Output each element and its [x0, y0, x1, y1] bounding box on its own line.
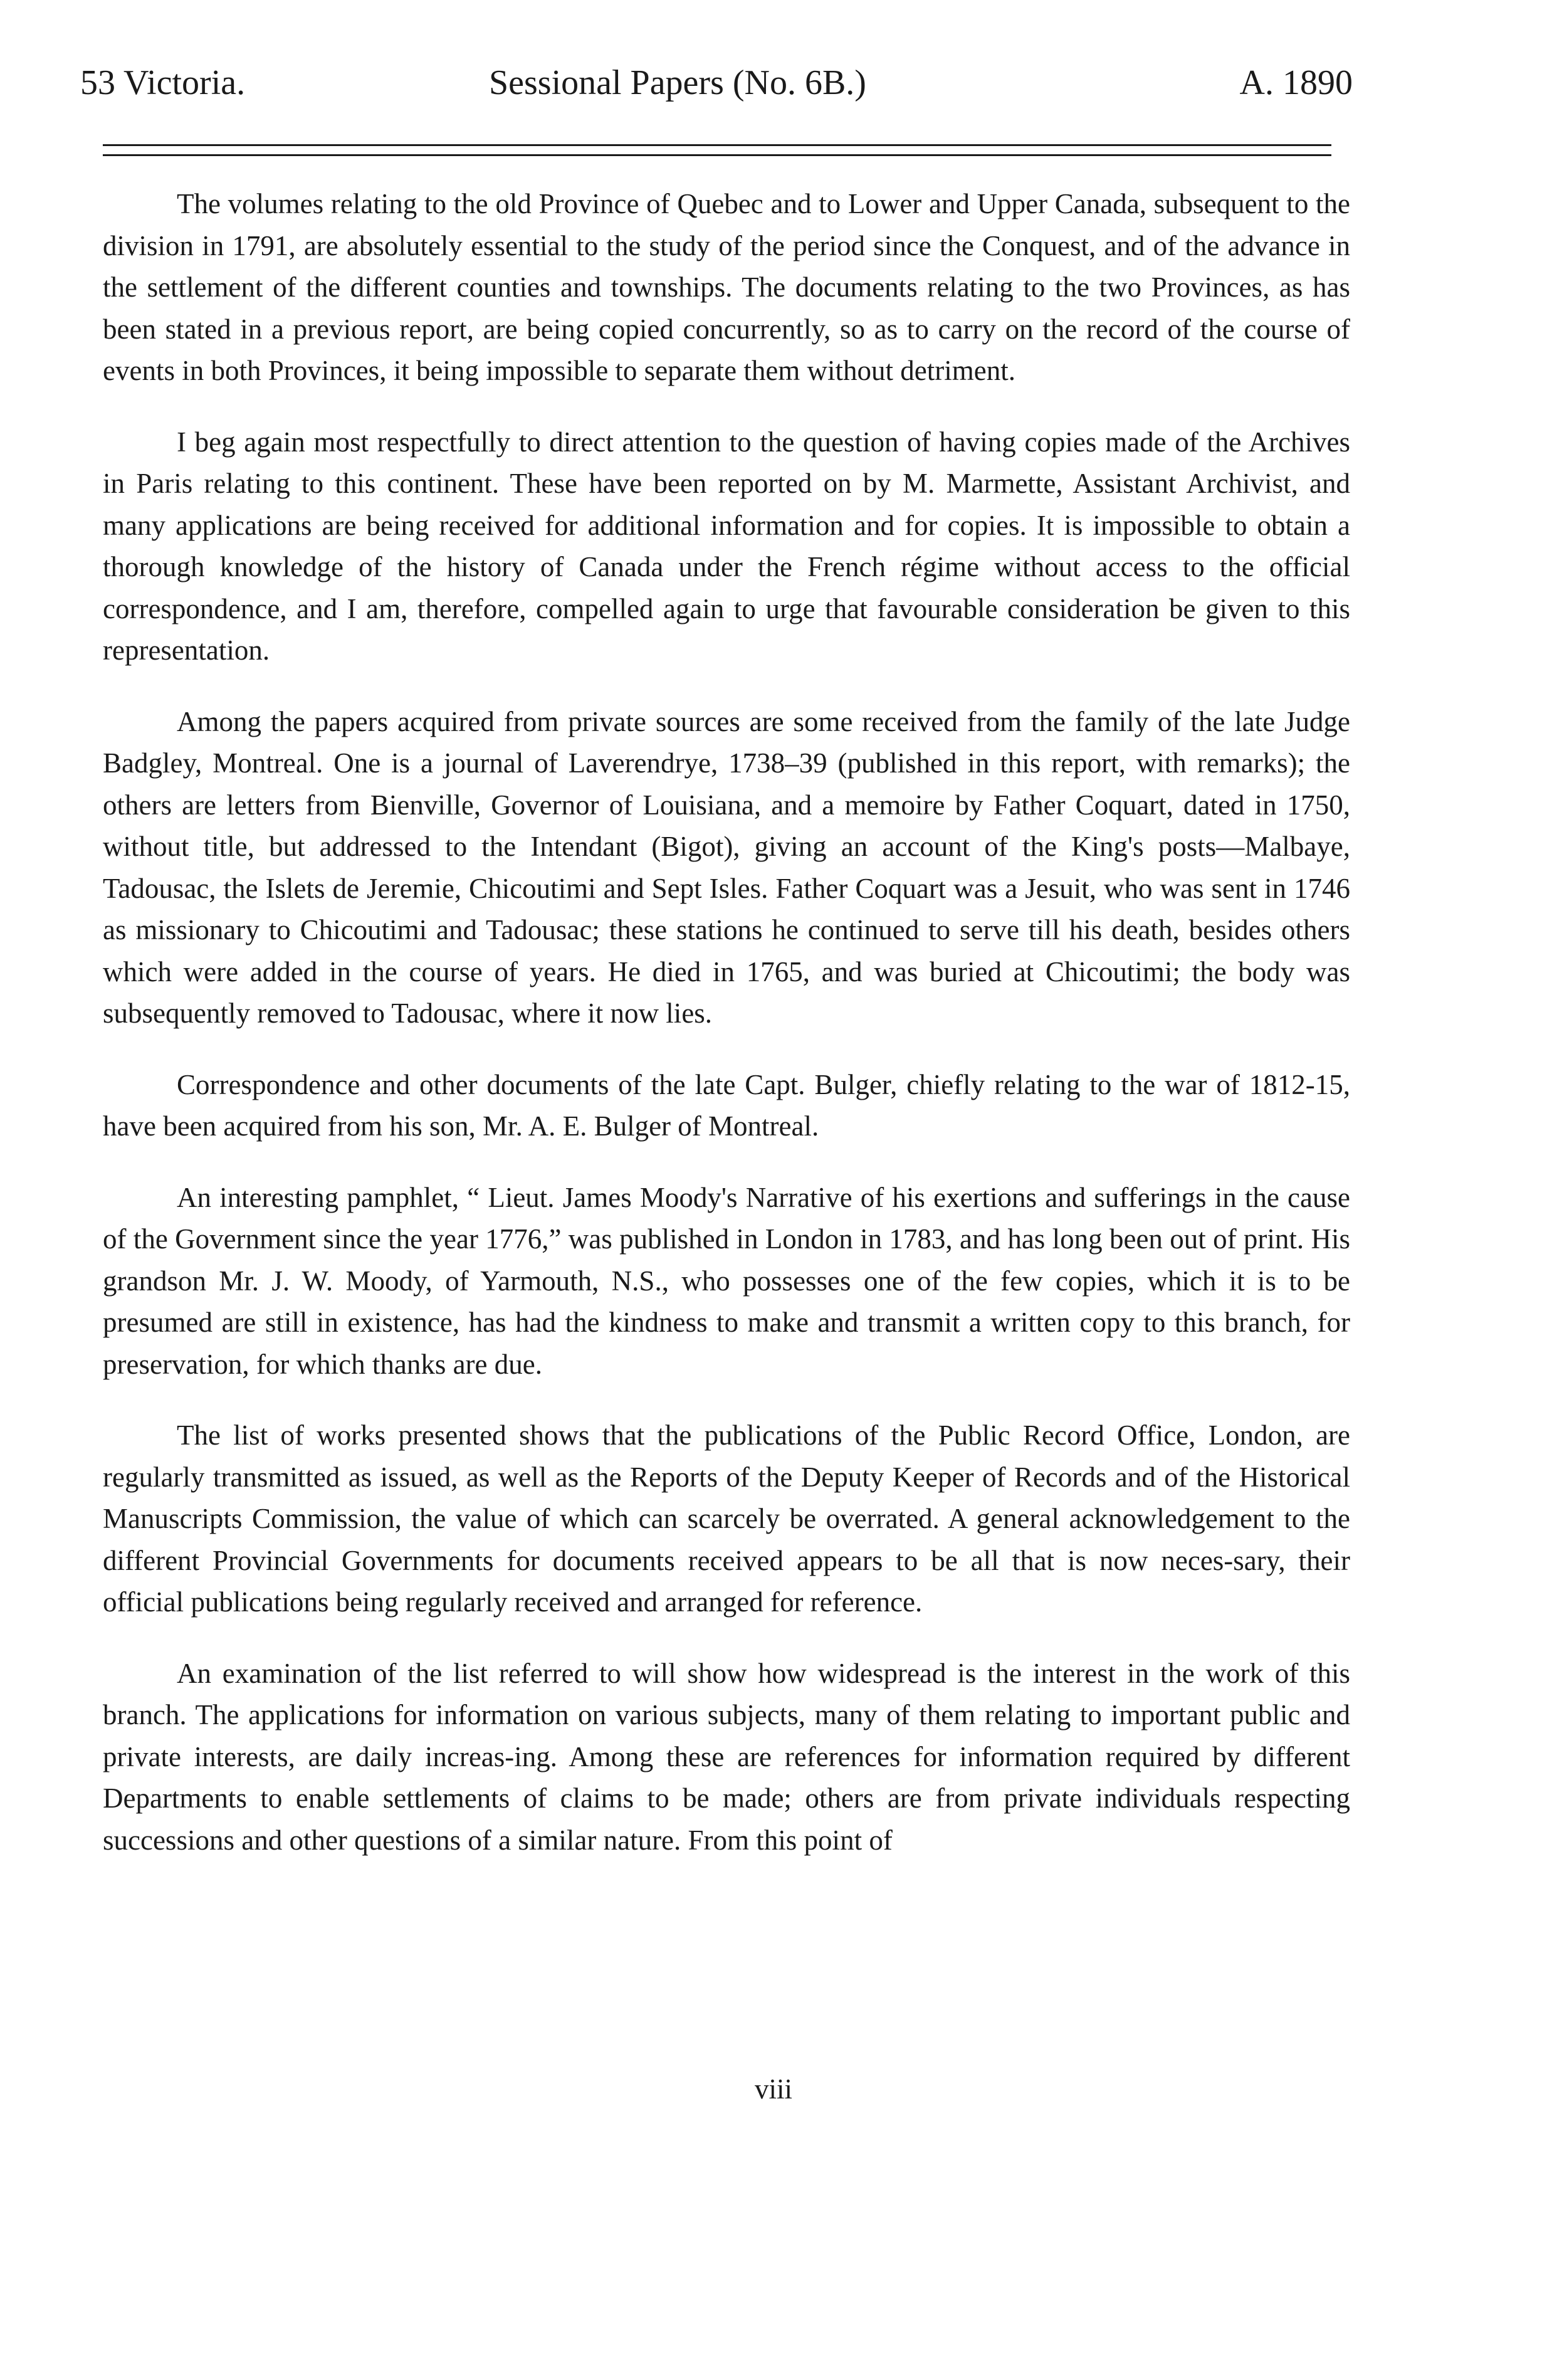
paragraph-5: An interesting pamphlet, “ Lieut. James Moody's Narrative of his exertions and sufferings in the cause of the Government since the year 1776,” was published in London in 1783, and has long been out of print. His grandson Mr. J. W. Moody, of Yarmouth, N.S., who possesses one of the few copies, which it is to be presumed are still in existence, has had the kindness to make and transmit a written copy to this branch, for preservation, for which thanks are due. — [103, 1181, 1350, 1380]
header-rule-bottom — [103, 154, 1331, 156]
paragraph-2: I beg again most respectfully to direct attention to the question of having copies made of the Archives in Paris relating to this continent. These have been reported on by M. Marmette, Assistant Archivist, and many applications are being received for additional information and for copies. It is impossible to obtain a thorough knowledge of the history of Canada under the French régime without access to the official correspondence, and I am, therefore, compelled again to urge that favourable consideration be given to this representation. — [103, 426, 1350, 666]
paragraph-7: An examination of the list referred to will show how widespread is the interest in the work of this branch. The applications for information on various subjects, many of them relating to important public and private interests, are daily increas-ing. Among these are references for information required by different Departments to enable settlements of claims to be made; others are from private individuals respecting successions and other questions of a similar nature. From this point of — [103, 1657, 1350, 1856]
header-year: A. 1890 — [1239, 63, 1353, 102]
header-rule-top — [103, 144, 1331, 146]
paragraph-6: The list of works presented shows that the publications of the Public Record Office, London, are regularly transmitted as issued, as well as the Reports of the Deputy Keeper of Records and of the Historical Manuscripts Commission, the value of which can scarcely be overrated. A general acknowledgement to the different Provincial Governments for documents received appears to be all that is now neces-sary, their official publications being regularly received and arranged for reference. — [103, 1419, 1350, 1618]
header-volume: 53 Victoria. — [80, 63, 246, 102]
header-title: Sessional Papers (No. 6B.) — [489, 63, 866, 102]
running-header — [80, 58, 1353, 108]
page-number: viii — [754, 2073, 792, 2105]
paragraph-1: The volumes relating to the old Province of Quebec and to Lower and Upper Canada, subsequent to the division in 1791, are absolutely essential to the study of the period since the Conquest, and of the advance in the settlement of the different counties and townships. The documents relating to the two Provinces, as has been stated in a previous report, are being copied concurrently, so as to carry on the record of the course of events in both Provinces, it being impossible to separate them without detriment. — [103, 188, 1350, 386]
paragraph-3: Among the papers acquired from private sources are some received from the family of the late Judge Badgley, Montreal. One is a journal of Laverendrye, 1738–39 (published in this report, with remarks); the others are letters from Bienville, Governor of Louisiana, and a memoire by Father Coquart, dated in 1750, without title, but addressed to the Intendant (Bigot), giving an account of the King's posts—Malbaye, Tadousac, the Islets de Jeremie, Chicoutimi and Sept Isles. Father Coquart was a Jesuit, who was sent in 1746 as missionary to Chicoutimi and Tadousac; these stations he continued to serve till his death, besides others which were added in the course of years. He died in 1765, and was buried at Chicoutimi; the body was subsequently removed to Tadousac, where it now lies. — [103, 705, 1350, 1029]
paragraph-4: Correspondence and other documents of the late Capt. Bulger, chiefly relating to the war of 1812-15, have been acquired from his son, Mr. A. E. Bulger of Montreal. — [103, 1068, 1350, 1142]
body-text — [103, 183, 1350, 1861]
